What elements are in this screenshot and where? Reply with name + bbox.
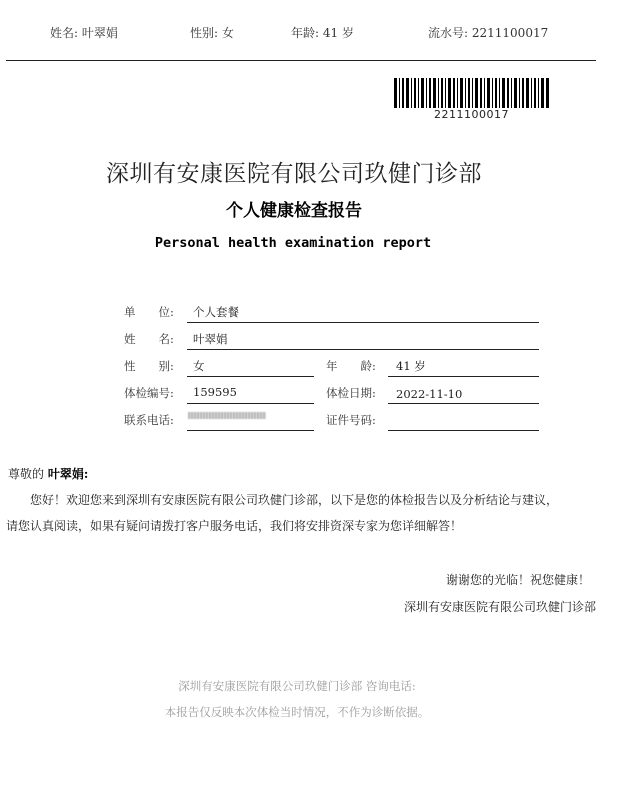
gender-value: 女 xyxy=(193,359,205,373)
salutation xyxy=(8,465,88,482)
unit-value: 个人套餐 xyxy=(193,305,239,319)
header-gender-value: 女 xyxy=(221,26,234,40)
header-serial-label: 流水号: xyxy=(428,26,469,40)
id-number-underline xyxy=(388,430,539,431)
welcome-paragraph-line-1: 您好！欢迎您来到深圳有安康医院有限公司玖健门诊部，以下是您的体检报告以及分析结论与建议， xyxy=(30,493,559,507)
salutation-name: 叶翠娟: xyxy=(47,467,89,481)
exam-date-label: 体检日期: xyxy=(326,386,376,400)
exam-number-label: 体检编号: xyxy=(124,386,174,400)
exam-date-underline xyxy=(388,403,539,404)
salutation-prefix: 尊敬的 xyxy=(8,467,45,481)
welcome-paragraph-line-2: 请您认真阅读，如果有疑问请拨打客户服务电话，我们将安排资深专家为您详细解答！ xyxy=(6,519,463,533)
header-serial-value: 2211100017 xyxy=(471,26,549,40)
phone-label: 联系电话: xyxy=(124,413,174,427)
header-gender xyxy=(190,24,234,41)
name-value: 叶翠娟 xyxy=(193,332,228,346)
id-number-label: 证件号码: xyxy=(326,413,376,427)
header-name xyxy=(50,24,118,41)
header-serial xyxy=(428,24,548,41)
barcode-icon xyxy=(394,78,549,108)
report-title-english: Personal health examination report xyxy=(154,235,432,251)
barcode-number: 2211100017 xyxy=(434,108,509,121)
header-name-value: 叶翠娟 xyxy=(81,26,118,40)
age-underline xyxy=(388,376,539,377)
signature-line: 深圳有安康医院有限公司玖健门诊部 xyxy=(403,600,596,614)
unit-underline xyxy=(187,322,539,323)
exam-number-underline xyxy=(187,403,314,404)
header-age-label: 年龄: xyxy=(291,26,320,40)
header-age xyxy=(291,24,354,41)
footer-disclaimer: 本报告仅反映本次体检当时情况，不作为诊断依据。 xyxy=(164,705,430,719)
name-underline xyxy=(187,349,539,350)
name-label: 姓 名: xyxy=(124,332,174,346)
clinic-title: 深圳有安康医院有限公司玖健门诊部 xyxy=(106,161,482,187)
thanks-line: 谢谢您的光临！祝您健康！ xyxy=(445,573,590,587)
header-divider xyxy=(6,60,596,61)
exam-date-value: 2022-11-10 xyxy=(396,387,463,401)
exam-number-value: 159595 xyxy=(193,385,237,399)
footer-contact: 深圳有安康医院有限公司玖健门诊部 咨询电话: xyxy=(178,679,416,693)
header-name-label: 姓名: xyxy=(50,26,79,40)
phone-value-redacted xyxy=(188,412,266,419)
unit-label: 单 位: xyxy=(124,305,174,319)
age-value: 41 岁 xyxy=(396,359,426,373)
header-gender-label: 性别: xyxy=(190,26,219,40)
age-label: 年 龄: xyxy=(326,359,376,373)
header-age-value: 41 岁 xyxy=(322,26,354,40)
gender-label: 性 别: xyxy=(124,359,174,373)
gender-underline xyxy=(187,376,314,377)
report-title: 个人健康检查报告 xyxy=(226,201,362,221)
phone-underline xyxy=(187,430,314,431)
